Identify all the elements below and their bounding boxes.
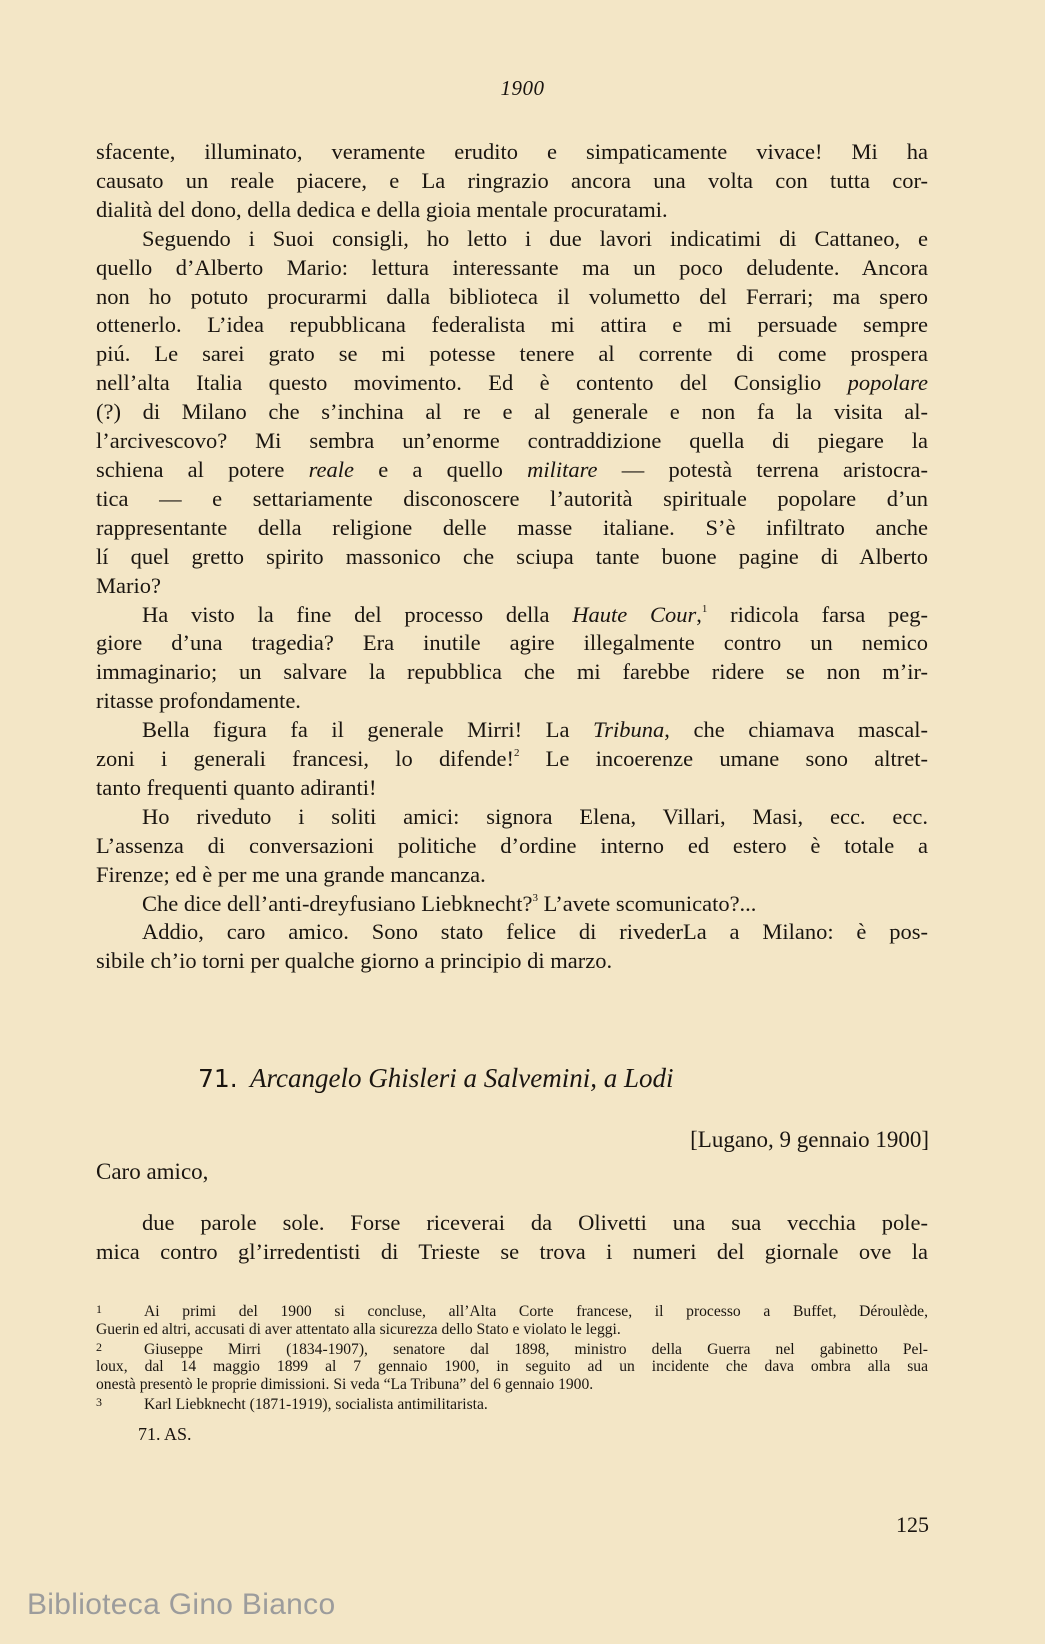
text-line: Bella figura fa il generale Mirri! La Tribuna, che chiamava mascal-: [142, 717, 928, 743]
text-line: sfacente, illuminato, veramente erudito e simpaticamente vivace! Mi ha: [96, 139, 928, 164]
archive-reference: 71. AS.: [138, 1424, 192, 1444]
letter-number: 71.: [198, 1064, 238, 1093]
text-line: non ho potuto procurarmi dalla biblioteca il volumetto del Ferrari; ma spero: [96, 283, 928, 309]
text-line: causato un reale piacere, e La ringrazio ancora una volta con tutta cor-: [96, 167, 928, 193]
footnote-line: 3 Karl Liebknecht (1871-1919), socialista antimilitarista.: [96, 1394, 488, 1413]
footnote-line: 2 Giuseppe Mirri (1834-1907), senatore dal 1898, ministro della Guerra nel gabinetto Pel-: [96, 1339, 928, 1358]
text-line: L’assenza di conversazioni politiche d’ordine interno ed estero è totale a: [96, 832, 928, 858]
text-line: rappresentante della religione delle masse italiane. S’è infiltrato anche: [96, 514, 928, 540]
letter-title: Arcangelo Ghisleri a Salvemini, a Lodi: [250, 1063, 674, 1093]
letter-place-date: [Lugano, 9 gennaio 1900]: [690, 1127, 929, 1152]
footnote-number: 1: [96, 1302, 102, 1316]
text-line: giore d’una tragedia? Era inutile agire illegalmente contro un nemico: [96, 630, 928, 656]
footnotes: [96, 1301, 928, 1414]
body-text: [96, 138, 928, 976]
text-line: piú. Le sarei grato se mi potesse tenere al corrente di come prospera: [96, 341, 928, 367]
text-line: ritasse profondamente.: [96, 688, 301, 714]
text-line: zoni i generali francesi, lo difende!$^2$ Le incoerenze umane sono altret-: [96, 746, 928, 772]
continuation-paragraph: [96, 138, 928, 225]
text-line: Che dice dell’anti-dreyfusiano Liebknecht?$^3$ L’avete scomunicato?...: [142, 890, 757, 916]
paragraph: [96, 918, 928, 976]
text-line: immaginario; un salvare la repubblica che mi farebbe ridere se non m’ir-: [96, 659, 928, 685]
letter-body: [96, 1208, 928, 1266]
footnote-number: 2: [96, 1339, 102, 1354]
footnote-line: onestà presentò le proprie dimissioni. Si veda “La Tribuna” del 6 gennaio 1900.: [96, 1376, 594, 1394]
text-line: l’arcivescovo? Mi sembra un’enorme contraddizione quella di piegare la: [96, 428, 928, 454]
text-line: (?) di Milano che s’inchina al re e al generale e non fa la visita al-: [96, 399, 928, 425]
text-line: tica — e settariamente disconoscere l’autorità spirituale popolare d’un: [96, 485, 928, 511]
paragraph: [96, 803, 928, 890]
footnote-line: 1 Ai primi del 1900 si concluse, all’Alta Corte francese, il processo a Buffet, Déroulède,: [96, 1302, 928, 1320]
library-watermark: Biblioteca Gino Bianco: [27, 1588, 336, 1621]
letter-salutation: Caro amico,: [96, 1159, 209, 1184]
text-line: schiena al potere reale e a quello militare — potestà terrena aristocra-: [96, 456, 928, 482]
text-line: Ha visto la fine del processo della Haute Cour,$^1$ ridicola farsa peg-: [142, 601, 928, 627]
footnote-number: 3: [96, 1394, 102, 1409]
page-number: 125: [896, 1512, 929, 1537]
text-line: due parole sole. Forse riceverai da Olivetti una sua vecchia pole-: [142, 1210, 928, 1235]
paragraph: [96, 716, 928, 803]
text-line: dialità del dono, della dedica e della gioia mentale procuratami.: [96, 196, 668, 222]
text-line: nell’alta Italia questo movimento. Ed è contento del Consiglio popolare: [96, 370, 928, 396]
text-line: ottenerlo. L’idea repubblicana federalista mi attira e mi persuade sempre: [96, 312, 928, 338]
running-head: 1900: [500, 76, 545, 100]
footnote-line: Guerin ed altri, accusati di aver attentato alla sicurezza dello Stato e violato le leggi.: [96, 1320, 621, 1338]
text-line: sibile ch’io torni per qualche giorno a principio di marzo.: [96, 948, 613, 974]
paragraphs: [96, 225, 928, 977]
text-line: tanto frequenti quanto adiranti!: [96, 774, 377, 800]
text-line: Ho riveduto i soliti amici: signora Elena, Villari, Masi, ecc. ecc.: [142, 803, 928, 829]
text-line: quello d’Alberto Mario: lettura interessante ma un poco deludente. Ancora: [96, 254, 928, 280]
paragraph: [96, 890, 928, 919]
text-line: Addio, caro amico. Sono stato felice di rivederLa a Milano: è pos-: [142, 919, 928, 945]
paragraph: [96, 601, 928, 717]
letter-heading: [198, 1063, 674, 1094]
paragraph: [96, 225, 928, 601]
footnote-line: loux, dal 14 maggio 1899 al 7 gennaio 1900, in seguito ad un incidente che dava ombra alla sua: [96, 1358, 928, 1376]
text-line: mica contro gl’irredentisti di Trieste se trova i numeri del giornale ove la: [96, 1239, 928, 1264]
text-line: lí quel gretto spirito massonico che sciupa tante buone pagine di Alberto: [96, 543, 928, 569]
text-line: Firenze; ed è per me una grande mancanza.: [96, 861, 486, 887]
text-line: Seguendo i Suoi consigli, ho letto i due lavori indicatimi di Cattaneo, e: [142, 225, 928, 251]
text-line: Mario?: [96, 572, 161, 598]
